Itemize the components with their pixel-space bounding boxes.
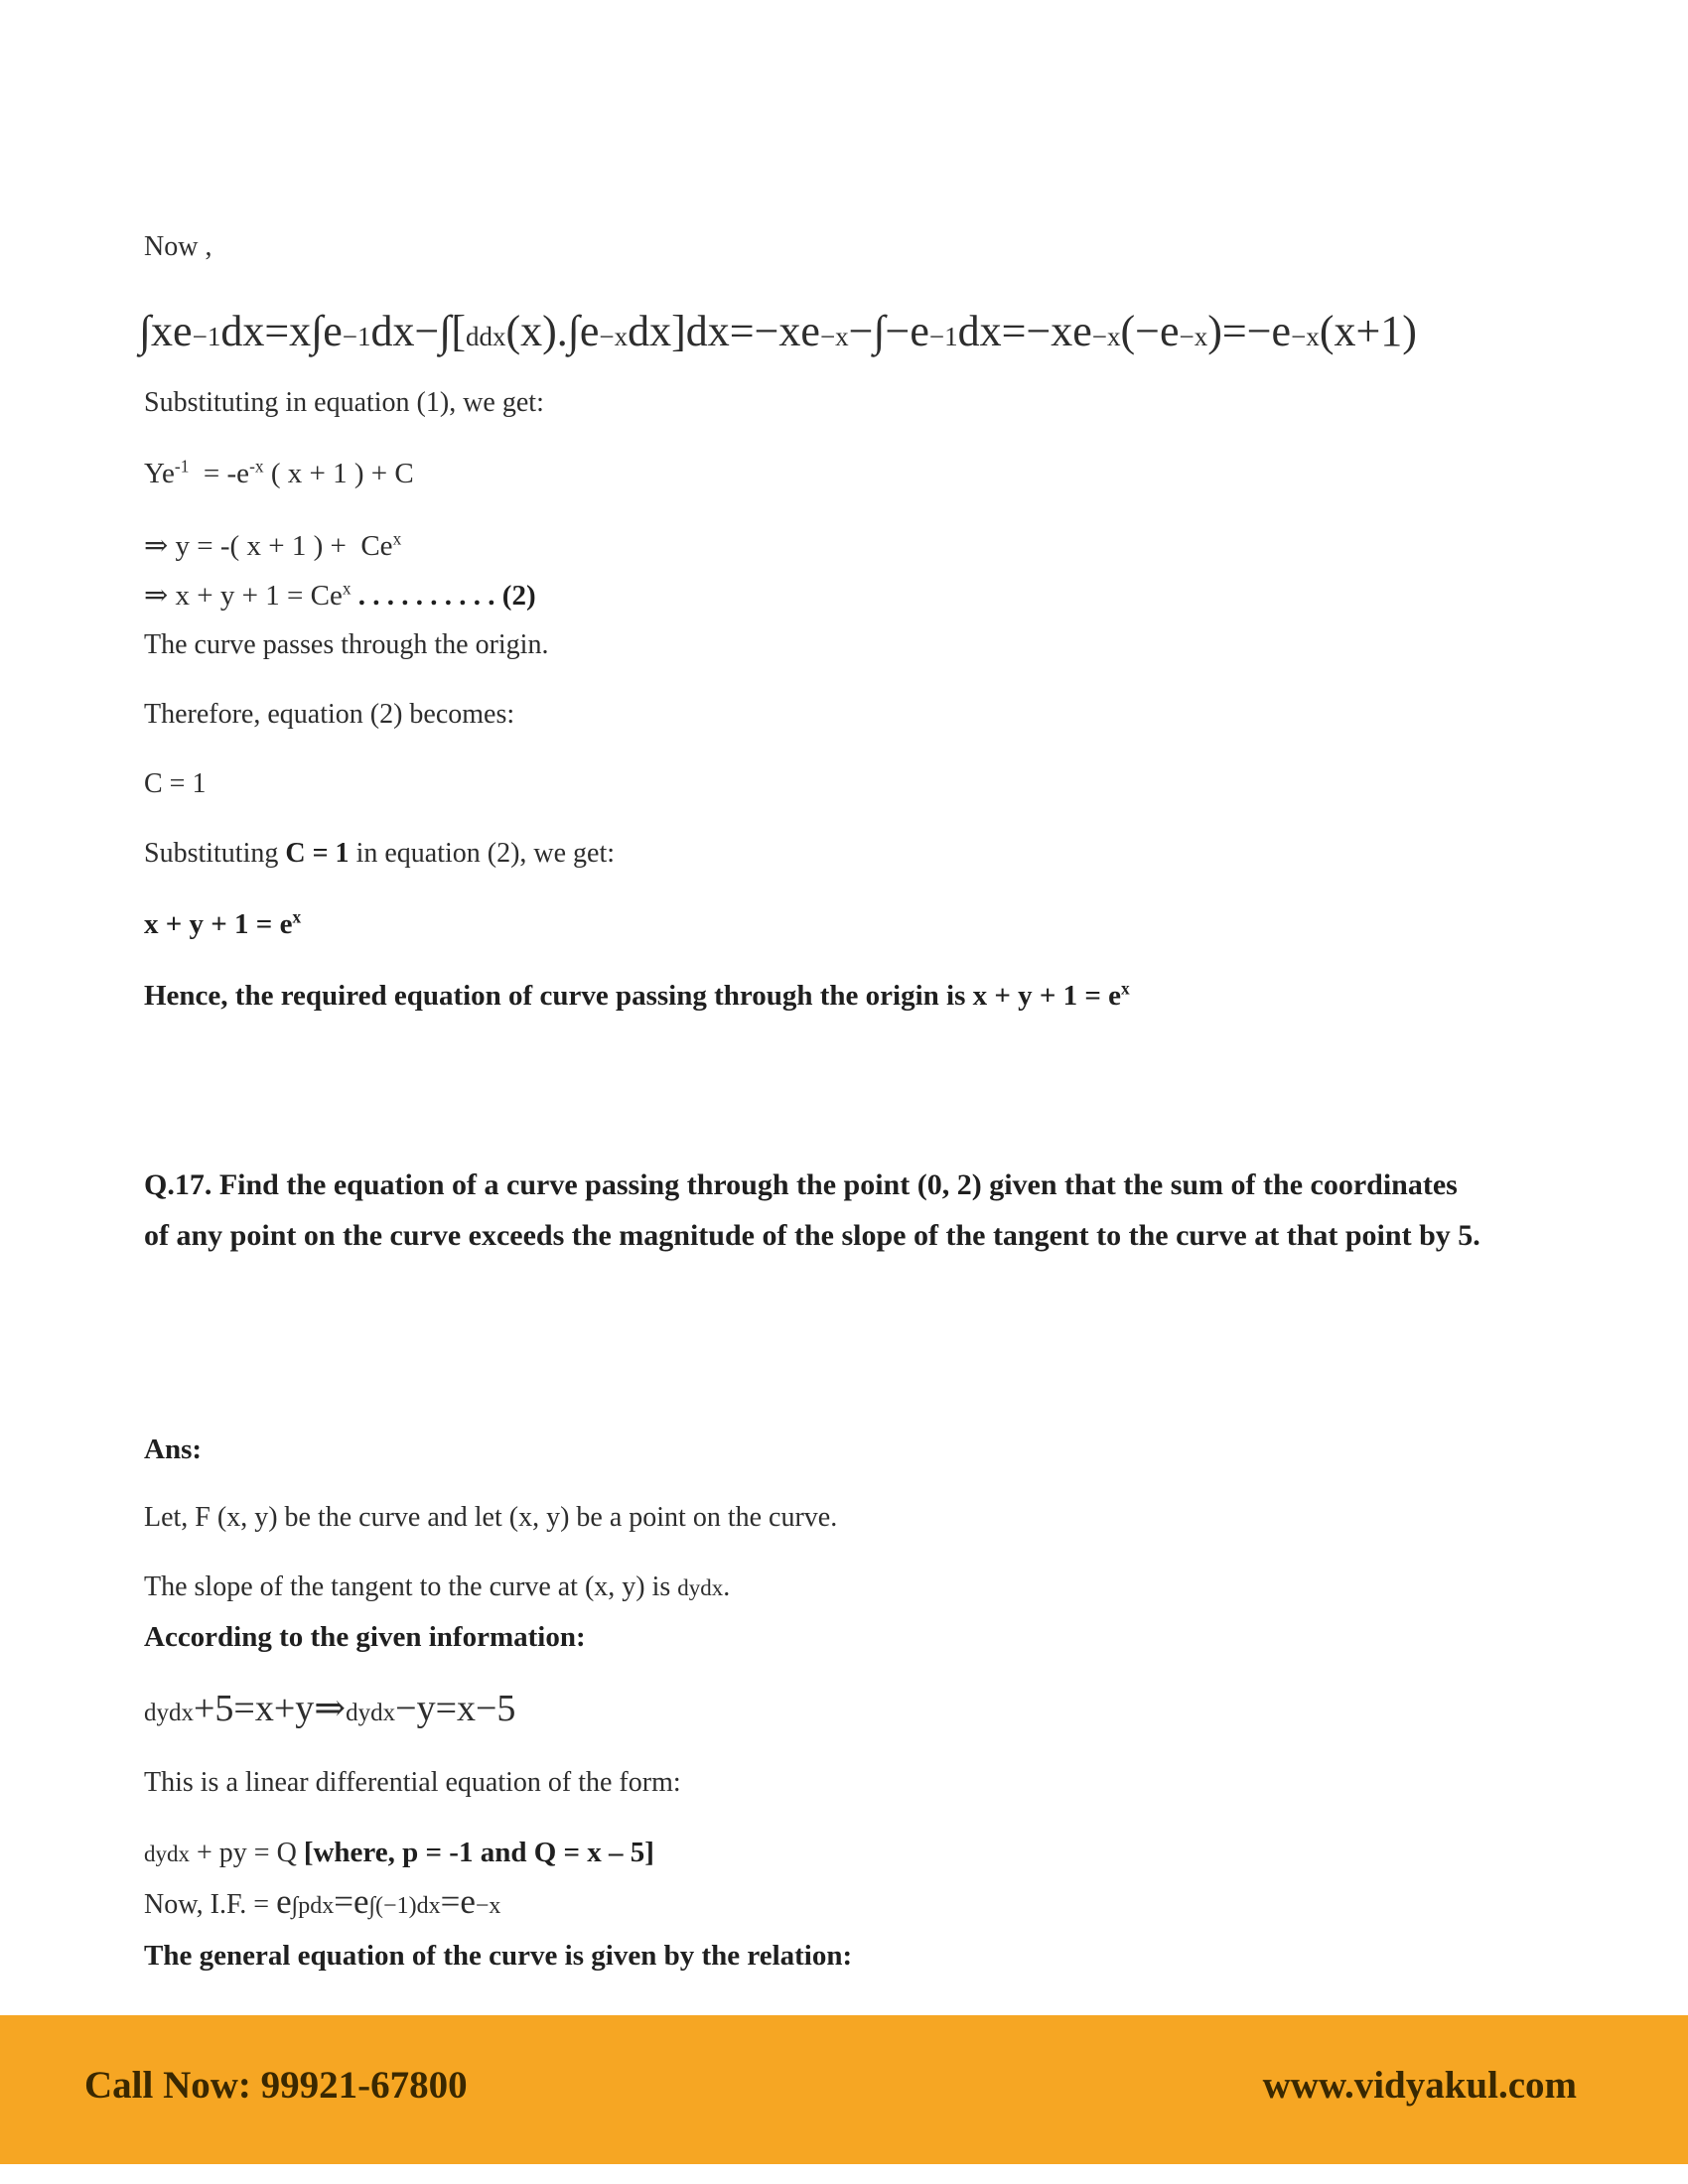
text-seg: Substituting xyxy=(144,838,286,869)
eq-seg: dx]dx=−xe xyxy=(628,307,820,355)
eq-seg: )=−e xyxy=(1207,307,1292,355)
eq-seg: dx=−xe xyxy=(957,307,1092,355)
eq-seg: ∫xe xyxy=(139,307,193,355)
eq-seg: + py = Q xyxy=(190,1838,304,1868)
ans-label: Ans: xyxy=(144,1433,203,1465)
eq-seg-sup: x xyxy=(392,528,402,549)
eq-seg: +5=x+y⇒ xyxy=(194,1688,347,1729)
c1-bold: C = 1 xyxy=(285,838,350,869)
eq-seg-sup: x xyxy=(292,906,302,927)
eq-seg: ⇒ x + y + 1 = Ce xyxy=(144,580,343,612)
eq-seg: =e xyxy=(334,1882,369,1921)
integral-equation xyxy=(139,307,1417,358)
eq-seg-sub: −x xyxy=(599,322,629,351)
eq-seg: −y=x−5 xyxy=(395,1688,516,1729)
question-17-text: Q.17. Find the equation of a curve passing through the point (0, 2) given that the sum of the coordinates of any point on the curve exceeds the magnitude of the slope of the tangent to the curve at that point by 5. xyxy=(144,1168,1480,1252)
dydx-seg: dydx xyxy=(677,1575,724,1600)
eq-label-2: . . . . . . . . . . (2) xyxy=(351,580,536,612)
footer-bar xyxy=(0,2015,1688,2164)
implies-y-equation xyxy=(144,528,401,563)
now-text: Now , xyxy=(144,231,212,262)
substituting-c1-text xyxy=(144,838,615,870)
therefore-text: Therefore, equation (2) becomes: xyxy=(144,699,515,730)
eq-seg-sub: −1 xyxy=(342,322,371,351)
let-curve-text: Let, F (x, y) be the curve and let (x, y) be a point on the curve. xyxy=(144,1502,838,1533)
eq-seg-sub: −x xyxy=(1291,322,1320,351)
eq-seg-sub: −x xyxy=(819,322,849,351)
footer-website: www.vidyakul.com xyxy=(1262,2063,1577,2107)
text-seg: . xyxy=(723,1571,731,1602)
eq-seg-sup: -1 xyxy=(174,456,190,477)
final-equation xyxy=(144,908,301,941)
text-seg: in equation (2), we get: xyxy=(349,838,616,869)
linear-form-text: This is a linear differential equation of the form: xyxy=(144,1767,681,1798)
dydx-seg: dydx xyxy=(144,1842,190,1866)
where-clause-bold: [where, p = -1 and Q = x – 5] xyxy=(303,1837,654,1868)
eq-seg-sup: x xyxy=(342,578,352,599)
eq-seg: dx=x∫e xyxy=(220,307,343,355)
eq-seg-sup: x xyxy=(1121,978,1130,999)
substituting-eq1-text: Substituting in equation (1), we get: xyxy=(144,387,544,418)
eq-seg: (−e xyxy=(1120,307,1180,355)
curve-origin-text: The curve passes through the origin. xyxy=(144,629,549,660)
eq-seg-sub: −x xyxy=(1179,322,1208,351)
eq-seg-sub: ∫(−1)dx xyxy=(368,1893,441,1919)
eq-seg: (x+1) xyxy=(1319,307,1417,355)
text-seg: Now, I.F. = xyxy=(144,1889,277,1920)
dydx-seg: dydx xyxy=(346,1700,396,1726)
according-heading: According to the given information: xyxy=(144,1621,586,1653)
eq-seg: ( x + 1 ) + C xyxy=(263,458,414,489)
eq-seg: x + y + 1 = e xyxy=(144,908,293,940)
footer-phone: Call Now: 99921-67800 xyxy=(84,2063,468,2107)
eq-seg-sub: −x xyxy=(475,1893,501,1919)
eq-seg: dx−∫[ xyxy=(370,307,466,355)
ye-equation xyxy=(144,458,414,490)
eq-seg-sub: ddx xyxy=(466,322,506,351)
text-seg: The slope of the tangent to the curve at (x, y) is xyxy=(144,1571,678,1602)
eq-seg-sup: -x xyxy=(249,456,264,477)
eq-seg: ⇒ y = -( x + 1 ) + Ce xyxy=(144,530,393,562)
slope-tangent-text xyxy=(144,1571,730,1603)
eq-seg: (x).∫e xyxy=(505,307,600,355)
text-seg: Hence, the required equation of curve passing through the origin is x + y + 1 = e xyxy=(144,980,1122,1012)
integrating-factor-equation xyxy=(144,1882,500,1922)
implies-xy-equation xyxy=(144,578,536,613)
form-equation xyxy=(144,1837,654,1869)
dydx-equation xyxy=(144,1689,515,1733)
c-equals-1: C = 1 xyxy=(144,768,207,799)
eq-seg-sub: −1 xyxy=(928,322,958,351)
hence-conclusion xyxy=(144,980,1130,1013)
eq-seg-sub: −1 xyxy=(192,322,221,351)
eq-seg: =e xyxy=(440,1882,476,1921)
general-equation-heading: The general equation of the curve is given by the relation: xyxy=(144,1940,853,1972)
eq-seg: Ye xyxy=(144,458,175,489)
eq-seg: = -e xyxy=(189,458,250,489)
eq-seg-sub: ∫pdx xyxy=(291,1893,335,1919)
eq-seg: e xyxy=(276,1882,292,1921)
eq-seg-sub: −x xyxy=(1091,322,1121,351)
dydx-seg: dydx xyxy=(144,1700,194,1726)
eq-seg: −∫−e xyxy=(848,307,929,355)
